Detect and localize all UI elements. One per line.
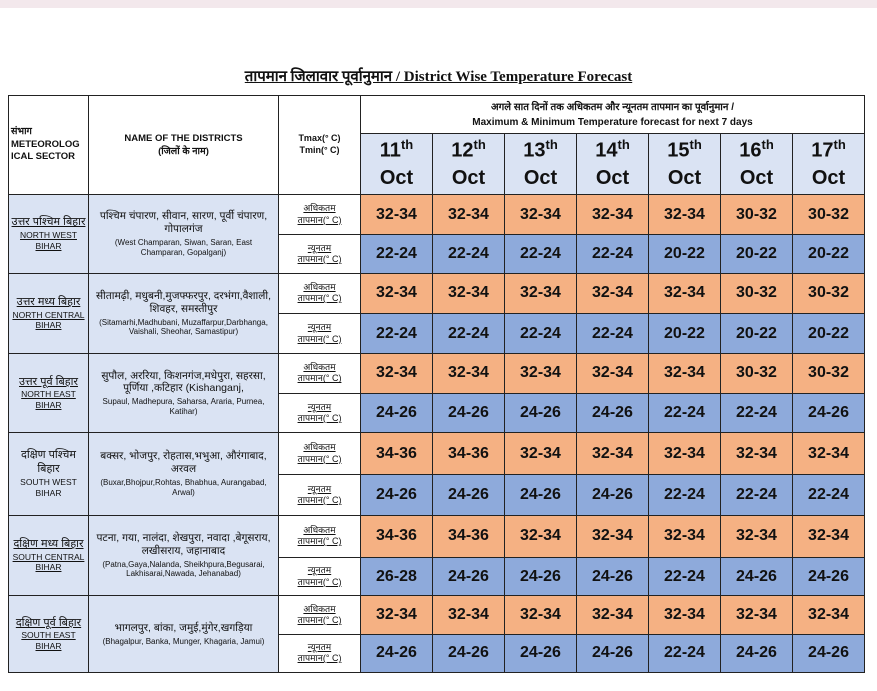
max-temp-cell: 34-36 bbox=[361, 432, 433, 474]
max-temp-cell: 32-34 bbox=[433, 354, 505, 393]
min-temp-cell: 22-24 bbox=[361, 235, 433, 273]
temp-header bbox=[279, 96, 361, 195]
day-month: Oct bbox=[379, 166, 414, 189]
min-temp-cell: 22-24 bbox=[721, 393, 793, 432]
districts-en: (Patna,Gaya,Nalanda, Sheikhpura,Begusarai, Lakhisarai,Nawada, Jehanabad) bbox=[102, 559, 265, 579]
day-number: 16 bbox=[739, 139, 762, 162]
max-temp-cell: 32-34 bbox=[361, 354, 433, 393]
day-number: 17 bbox=[811, 139, 834, 162]
day-header bbox=[505, 134, 577, 195]
max-label: अधिकतम bbox=[303, 442, 336, 453]
forecast-header bbox=[361, 96, 865, 134]
min-temp-cell: 26-28 bbox=[361, 557, 433, 595]
districts-cell bbox=[89, 195, 279, 274]
districts-hi: पटना, गया, नालंदा, शेखपुरा, नवादा ,बेगूसराय, लखीसराय, जहानाबाद bbox=[96, 531, 271, 557]
sector-cell bbox=[9, 515, 89, 596]
max-temp-cell: 30-32 bbox=[793, 273, 865, 313]
sector-name-hi: दक्षिण मध्य बिहार bbox=[13, 537, 84, 550]
min-temp-cell: 24-26 bbox=[505, 557, 577, 595]
forecast-table bbox=[8, 95, 865, 673]
sector-cell bbox=[9, 195, 89, 274]
unit-label: तापमान(° C) bbox=[297, 653, 342, 664]
sector-name-hi: दक्षिण पश्चिम बिहार bbox=[21, 449, 76, 476]
max-temp-cell: 32-34 bbox=[505, 195, 577, 235]
max-label: अधिकतम bbox=[303, 203, 336, 214]
max-temp-cell: 32-34 bbox=[577, 273, 649, 313]
max-label-cell bbox=[279, 354, 361, 393]
min-temp-cell: 24-26 bbox=[505, 634, 577, 672]
max-temp-cell: 32-34 bbox=[793, 432, 865, 474]
sector-name-en: SOUTH WEST BIHAR bbox=[20, 476, 77, 498]
unit-label: तापमान(° C) bbox=[297, 614, 342, 625]
min-label-cell bbox=[279, 557, 361, 595]
min-temp-cell: 22-24 bbox=[577, 235, 649, 273]
max-temp-cell: 30-32 bbox=[721, 273, 793, 313]
sector-name-en: SOUTH CENTRAL BIHAR bbox=[12, 551, 85, 573]
forecast-header-hi: अगले सात दिनों तक अधिकतम और न्यूनतम तापमान का पूर्वानुमान / bbox=[491, 101, 734, 113]
min-temp-cell: 24-26 bbox=[505, 393, 577, 432]
max-label-cell bbox=[279, 596, 361, 634]
day-number: 14 bbox=[595, 139, 618, 162]
districts-cell bbox=[89, 354, 279, 433]
sector-cell bbox=[9, 432, 89, 515]
max-temp-cell: 32-34 bbox=[577, 354, 649, 393]
min-label-cell bbox=[279, 393, 361, 432]
max-temp-cell: 32-34 bbox=[361, 273, 433, 313]
districts-hi: बक्सर, भोजपुर, रोहतास,भभुआ, औरंगाबाद, अरवल bbox=[100, 450, 267, 476]
max-temp-cell: 32-34 bbox=[793, 596, 865, 634]
sector-cell bbox=[9, 596, 89, 673]
min-temp-cell: 24-26 bbox=[433, 475, 505, 515]
min-temp-cell: 24-26 bbox=[505, 475, 577, 515]
max-temp-cell: 34-36 bbox=[361, 515, 433, 557]
min-temp-cell: 20-22 bbox=[793, 313, 865, 353]
min-temp-cell: 24-26 bbox=[577, 393, 649, 432]
max-temp-cell: 30-32 bbox=[721, 195, 793, 235]
sector-cell bbox=[9, 273, 89, 354]
min-temp-cell: 20-22 bbox=[649, 313, 721, 353]
max-label: अधिकतम bbox=[303, 525, 336, 536]
min-label: न्यूनतम bbox=[307, 483, 332, 494]
sector-name-en: NORTH WEST BIHAR bbox=[20, 230, 77, 251]
max-temp-cell: 32-34 bbox=[505, 354, 577, 393]
min-temp-cell: 24-26 bbox=[793, 393, 865, 432]
sector-header-hi: संभाग bbox=[11, 126, 32, 138]
districts-header-en: NAME OF THE DISTRICTS bbox=[124, 132, 243, 144]
min-label-cell bbox=[279, 313, 361, 353]
max-temp-cell: 32-34 bbox=[433, 596, 505, 634]
min-temp-cell: 24-26 bbox=[721, 634, 793, 672]
day-number: 15 bbox=[667, 139, 690, 162]
min-temp-cell: 24-26 bbox=[361, 475, 433, 515]
max-temp-cell: 32-34 bbox=[793, 515, 865, 557]
max-temp-cell: 32-34 bbox=[433, 273, 505, 313]
districts-hi: भागलपुर, बांका, जमुई,मुंगेर,खगड़िया bbox=[114, 621, 253, 634]
unit-label: तापमान(° C) bbox=[297, 412, 342, 423]
min-temp-cell: 24-26 bbox=[721, 557, 793, 595]
districts-header bbox=[89, 96, 279, 195]
districts-en: (Bhagalpur, Banka, Munger, Khagaria, Jamui) bbox=[102, 636, 265, 646]
day-suffix: th bbox=[833, 137, 846, 153]
sector-header bbox=[9, 96, 89, 195]
max-temp-cell: 32-34 bbox=[649, 195, 721, 235]
sector-name-hi: दक्षिण पूर्व बिहार bbox=[15, 616, 82, 629]
max-temp-cell: 30-32 bbox=[793, 354, 865, 393]
districts-cell bbox=[89, 515, 279, 596]
min-temp-cell: 22-24 bbox=[433, 235, 505, 273]
min-temp-cell: 22-24 bbox=[721, 475, 793, 515]
min-temp-cell: 22-24 bbox=[649, 393, 721, 432]
max-temp-cell: 30-32 bbox=[721, 354, 793, 393]
day-header bbox=[577, 134, 649, 195]
max-label-cell bbox=[279, 515, 361, 557]
min-temp-cell: 22-24 bbox=[577, 313, 649, 353]
forecast-header-en: Maximum & Minimum Temperature forecast for next 7 days bbox=[472, 116, 753, 128]
districts-cell bbox=[89, 596, 279, 673]
tmax-header: Tmax(° C) bbox=[298, 133, 341, 144]
unit-label: तापमान(° C) bbox=[297, 453, 342, 464]
max-temp-cell: 34-36 bbox=[433, 515, 505, 557]
day-month: Oct bbox=[811, 166, 846, 189]
districts-header-hi: (जिलों के नाम) bbox=[158, 146, 209, 157]
min-temp-cell: 24-26 bbox=[433, 393, 505, 432]
min-temp-cell: 20-22 bbox=[793, 235, 865, 273]
min-temp-cell: 20-22 bbox=[721, 235, 793, 273]
day-number: 13 bbox=[523, 139, 546, 162]
min-label: न्यूनतम bbox=[307, 242, 332, 253]
page-title: तापमान जिलावार पूर्वानुमान / District Wise Temperature Forecast bbox=[244, 69, 633, 85]
max-temp-cell: 32-34 bbox=[577, 432, 649, 474]
min-temp-cell: 20-22 bbox=[649, 235, 721, 273]
max-label-cell bbox=[279, 195, 361, 235]
min-temp-cell: 24-26 bbox=[433, 557, 505, 595]
day-number: 12 bbox=[451, 139, 474, 162]
min-temp-cell: 22-24 bbox=[649, 634, 721, 672]
districts-en: (Buxar,Bhojpur,Rohtas, Bhabhua, Aurangabad, Arwal) bbox=[100, 477, 267, 497]
max-temp-cell: 32-34 bbox=[721, 515, 793, 557]
day-suffix: th bbox=[689, 137, 702, 153]
max-temp-cell: 32-34 bbox=[505, 432, 577, 474]
max-temp-cell: 32-34 bbox=[577, 515, 649, 557]
districts-en: Supaul, Madhepura, Saharsa, Araria, Purnea, Katihar) bbox=[102, 397, 265, 416]
max-label: अधिकतम bbox=[303, 282, 336, 293]
max-label: अधिकतम bbox=[303, 362, 336, 373]
min-label: न्यूनतम bbox=[307, 642, 332, 653]
districts-en: (West Champaran, Siwan, Saran, East Champaran, Gopalganj) bbox=[114, 237, 253, 257]
max-temp-cell: 32-34 bbox=[505, 273, 577, 313]
min-temp-cell: 22-24 bbox=[649, 557, 721, 595]
max-temp-cell: 30-32 bbox=[793, 195, 865, 235]
top-strip bbox=[0, 0, 877, 8]
unit-label: तापमान(° C) bbox=[297, 253, 342, 264]
sector-name-en: SOUTH EAST BIHAR bbox=[21, 630, 76, 652]
day-header bbox=[361, 134, 433, 195]
day-header bbox=[433, 134, 505, 195]
min-label: न्यूनतम bbox=[307, 322, 332, 333]
unit-label: तापमान(° C) bbox=[297, 333, 342, 344]
min-label-cell bbox=[279, 475, 361, 515]
districts-en: (Sitamarhi,Madhubani, Muzaffarpur,Darbhanga, Vaishali, Sheohar, Samastipur) bbox=[99, 317, 268, 337]
day-month: Oct bbox=[595, 166, 630, 189]
min-label: न्यूनतम bbox=[307, 565, 332, 576]
max-temp-cell: 32-34 bbox=[361, 195, 433, 235]
min-temp-cell: 22-24 bbox=[505, 313, 577, 353]
max-label: अधिकतम bbox=[303, 603, 336, 614]
day-month: Oct bbox=[523, 166, 558, 189]
districts-cell bbox=[89, 432, 279, 515]
min-temp-cell: 24-26 bbox=[361, 634, 433, 672]
unit-label: तापमान(° C) bbox=[297, 214, 342, 225]
max-temp-cell: 32-34 bbox=[649, 432, 721, 474]
min-temp-cell: 24-26 bbox=[577, 634, 649, 672]
max-temp-cell: 32-34 bbox=[577, 195, 649, 235]
max-temp-cell: 32-34 bbox=[649, 354, 721, 393]
max-temp-cell: 32-34 bbox=[649, 273, 721, 313]
sector-cell bbox=[9, 354, 89, 433]
sector-name-hi: उत्तर पूर्व बिहार bbox=[19, 375, 78, 388]
max-temp-cell: 32-34 bbox=[505, 515, 577, 557]
min-temp-cell: 20-22 bbox=[721, 313, 793, 353]
day-suffix: th bbox=[617, 137, 630, 153]
min-temp-cell: 22-24 bbox=[433, 313, 505, 353]
districts-hi: पश्चिम चंपारण, सीवान, सारण, पूर्वी चंपारण, गोपालगंज bbox=[99, 210, 268, 236]
sector-name-en: NORTH CENTRAL BIHAR bbox=[12, 309, 85, 331]
min-label: न्यूनतम bbox=[307, 401, 332, 412]
min-temp-cell: 22-24 bbox=[361, 313, 433, 353]
max-temp-cell: 32-34 bbox=[505, 596, 577, 634]
districts-hi: सुपौल, अररिया, किशनगंज,मधेपुरा, सहरसा, पूर्णिया ,कटिहार (Kishanganj, bbox=[101, 369, 266, 395]
max-temp-cell: 34-36 bbox=[433, 432, 505, 474]
sector-header-en: METEOROLOG ICAL SECTOR bbox=[11, 138, 80, 163]
min-temp-cell: 24-26 bbox=[577, 475, 649, 515]
min-temp-cell: 24-26 bbox=[793, 634, 865, 672]
min-label-cell bbox=[279, 634, 361, 672]
day-suffix: th bbox=[473, 137, 486, 153]
max-temp-cell: 32-34 bbox=[721, 596, 793, 634]
day-header bbox=[793, 134, 865, 195]
max-temp-cell: 32-34 bbox=[649, 596, 721, 634]
unit-label: तापमान(° C) bbox=[297, 373, 342, 384]
sector-name-hi: उत्तर पश्चिम बिहार bbox=[11, 216, 86, 229]
unit-label: तापमान(° C) bbox=[297, 576, 342, 587]
day-month: Oct bbox=[667, 166, 702, 189]
min-temp-cell: 22-24 bbox=[793, 475, 865, 515]
min-temp-cell: 24-26 bbox=[433, 634, 505, 672]
sector-name-en: NORTH EAST BIHAR bbox=[21, 389, 76, 410]
min-temp-cell: 22-24 bbox=[505, 235, 577, 273]
max-temp-cell: 32-34 bbox=[433, 195, 505, 235]
max-temp-cell: 32-34 bbox=[361, 596, 433, 634]
day-header bbox=[721, 134, 793, 195]
districts-hi: सीतामढ़ी, मधुबनी,मुजफ्फरपुर, दरभंगा,वैशाली, शिवहर, समस्तीपुर bbox=[95, 289, 272, 315]
max-label-cell bbox=[279, 432, 361, 474]
unit-label: तापमान(° C) bbox=[297, 536, 342, 547]
min-temp-cell: 24-26 bbox=[577, 557, 649, 595]
day-suffix: th bbox=[545, 137, 558, 153]
sector-name-hi: उत्तर मध्य बिहार bbox=[16, 295, 81, 308]
max-temp-cell: 32-34 bbox=[721, 432, 793, 474]
min-temp-cell: 22-24 bbox=[649, 475, 721, 515]
max-label-cell bbox=[279, 273, 361, 313]
day-suffix: th bbox=[761, 137, 774, 153]
min-label-cell bbox=[279, 235, 361, 273]
unit-label: तापमान(° C) bbox=[297, 494, 342, 505]
districts-cell bbox=[89, 273, 279, 354]
day-month: Oct bbox=[451, 166, 486, 189]
max-temp-cell: 32-34 bbox=[649, 515, 721, 557]
max-temp-cell: 32-34 bbox=[577, 596, 649, 634]
min-temp-cell: 24-26 bbox=[361, 393, 433, 432]
min-temp-cell: 24-26 bbox=[793, 557, 865, 595]
day-month: Oct bbox=[739, 166, 774, 189]
day-header bbox=[649, 134, 721, 195]
day-number: 11 bbox=[379, 139, 401, 162]
tmin-header: Tmin(° C) bbox=[299, 145, 340, 155]
unit-label: तापमान(° C) bbox=[297, 293, 342, 304]
day-suffix: th bbox=[400, 137, 414, 153]
